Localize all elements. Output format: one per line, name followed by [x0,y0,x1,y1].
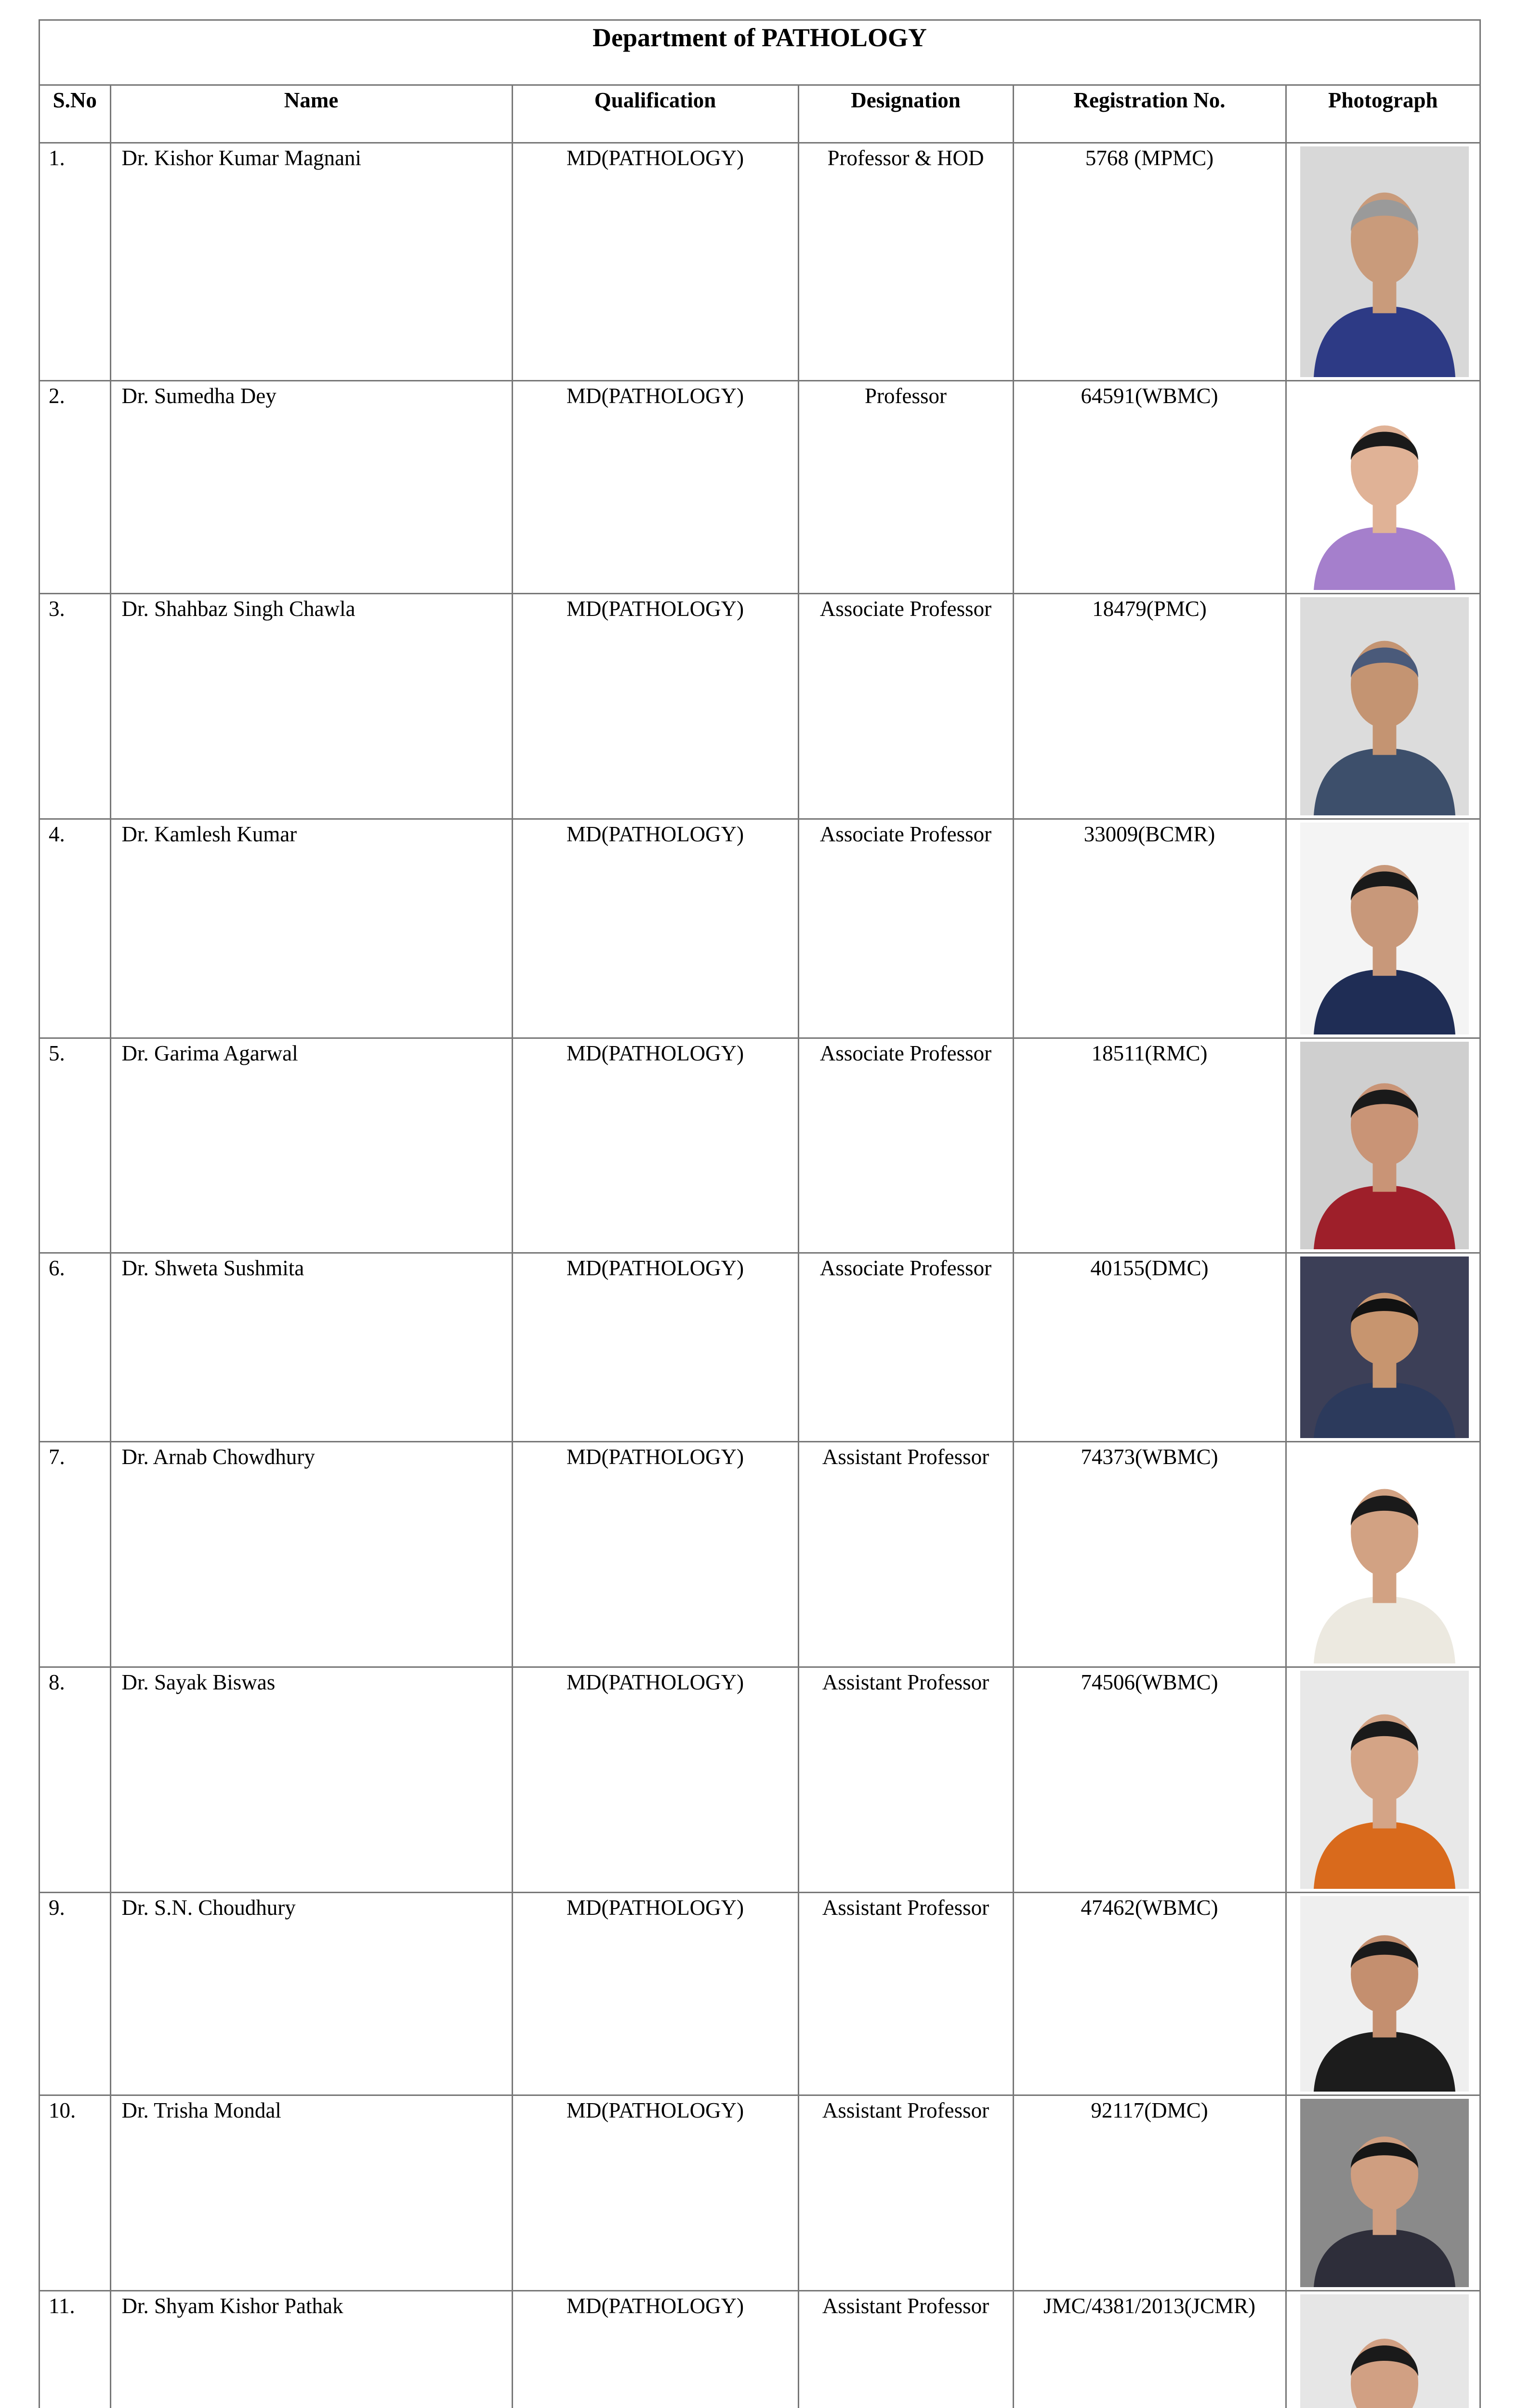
header-photograph: Photograph [1286,86,1479,143]
cell-sno: 7. [40,1442,110,1667]
cell-photograph [1286,1038,1479,1253]
staff-sheet [39,19,1481,2408]
cell-qualification: MD(PATHOLOGY) [512,2095,798,2291]
portrait-photo [1300,823,1469,1034]
cell-sno: 5. [40,1038,110,1253]
cell-photograph [1286,2095,1479,2291]
page-title: Department of PATHOLOGY [40,21,1479,86]
header-sno: S.No [40,86,110,143]
cell-sno: 6. [40,1253,110,1442]
header-qualification: Qualification [512,86,798,143]
cell-designation: Assistant Professor [798,1893,1013,2095]
table-row [40,1038,1479,1253]
table-row [40,594,1479,819]
cell-name: Dr. Trisha Mondal [110,2095,512,2291]
cell-qualification: MD(PATHOLOGY) [512,1442,798,1667]
cell-qualification: MD(PATHOLOGY) [512,381,798,594]
portrait-photo [1300,384,1469,590]
cell-name: Dr. Kamlesh Kumar [110,819,512,1038]
cell-qualification: MD(PATHOLOGY) [512,819,798,1038]
cell-photograph [1286,819,1479,1038]
portrait-photo [1300,1445,1469,1663]
cell-qualification: MD(PATHOLOGY) [512,594,798,819]
portrait-photo [1300,2294,1469,2408]
table-header-row [40,86,1479,143]
portrait-photo [1300,1042,1469,1249]
cell-registration: 33009(BCMR) [1013,819,1286,1038]
cell-designation: Associate Professor [798,1038,1013,1253]
cell-designation: Professor [798,381,1013,594]
cell-photograph [1286,1442,1479,1667]
cell-name: Dr. Sayak Biswas [110,1667,512,1893]
cell-sno: 3. [40,594,110,819]
cell-photograph [1286,381,1479,594]
cell-designation: Assistant Professor [798,2291,1013,2408]
cell-name: Dr. S.N. Choudhury [110,1893,512,2095]
cell-registration: 18511(RMC) [1013,1038,1286,1253]
cell-registration: 74373(WBMC) [1013,1442,1286,1667]
cell-registration: 18479(PMC) [1013,594,1286,819]
cell-qualification: MD(PATHOLOGY) [512,143,798,381]
cell-name: Dr. Shyam Kishor Pathak [110,2291,512,2408]
cell-sno: 8. [40,1667,110,1893]
cell-sno: 4. [40,819,110,1038]
cell-designation: Assistant Professor [798,1667,1013,1893]
cell-photograph [1286,594,1479,819]
cell-qualification: MD(PATHOLOGY) [512,1038,798,1253]
cell-registration: JMC/4381/2013(JCMR) [1013,2291,1286,2408]
cell-photograph [1286,2291,1479,2408]
cell-name: Dr. Shahbaz Singh Chawla [110,594,512,819]
staff-table [40,86,1479,2408]
cell-qualification: MD(PATHOLOGY) [512,1667,798,1893]
portrait-photo [1300,597,1469,815]
cell-designation: Associate Professor [798,1253,1013,1442]
cell-photograph [1286,143,1479,381]
cell-photograph [1286,1253,1479,1442]
table-row [40,2095,1479,2291]
cell-qualification: MD(PATHOLOGY) [512,1893,798,2095]
table-row [40,381,1479,594]
cell-registration: 64591(WBMC) [1013,381,1286,594]
cell-sno: 11. [40,2291,110,2408]
cell-designation: Associate Professor [798,594,1013,819]
portrait-photo [1300,146,1469,377]
cell-sno: 2. [40,381,110,594]
cell-registration: 5768 (MPMC) [1013,143,1286,381]
cell-designation: Professor & HOD [798,143,1013,381]
cell-name: Dr. Arnab Chowdhury [110,1442,512,1667]
table-row [40,1893,1479,2095]
table-row [40,819,1479,1038]
cell-designation: Associate Professor [798,819,1013,1038]
cell-name: Dr. Kishor Kumar Magnani [110,143,512,381]
cell-qualification: MD(PATHOLOGY) [512,1253,798,1442]
cell-photograph [1286,1667,1479,1893]
cell-sno: 10. [40,2095,110,2291]
table-row [40,1442,1479,1667]
cell-designation: Assistant Professor [798,2095,1013,2291]
cell-sno: 9. [40,1893,110,2095]
portrait-photo [1300,1671,1469,1889]
table-row [40,143,1479,381]
cell-sno: 1. [40,143,110,381]
cell-registration: 74506(WBMC) [1013,1667,1286,1893]
cell-designation: Assistant Professor [798,1442,1013,1667]
cell-qualification: MD(PATHOLOGY) [512,2291,798,2408]
table-row [40,1667,1479,1893]
table-row [40,1253,1479,1442]
cell-photograph [1286,1893,1479,2095]
portrait-photo [1300,2099,1469,2287]
portrait-photo [1300,1256,1469,1438]
portrait-photo [1300,1896,1469,2092]
cell-name: Dr. Garima Agarwal [110,1038,512,1253]
header-designation: Designation [798,86,1013,143]
cell-registration: 92117(DMC) [1013,2095,1286,2291]
header-name: Name [110,86,512,143]
cell-name: Dr. Shweta Sushmita [110,1253,512,1442]
cell-registration: 47462(WBMC) [1013,1893,1286,2095]
header-registration: Registration No. [1013,86,1286,143]
cell-registration: 40155(DMC) [1013,1253,1286,1442]
cell-name: Dr. Sumedha Dey [110,381,512,594]
table-row [40,2291,1479,2408]
